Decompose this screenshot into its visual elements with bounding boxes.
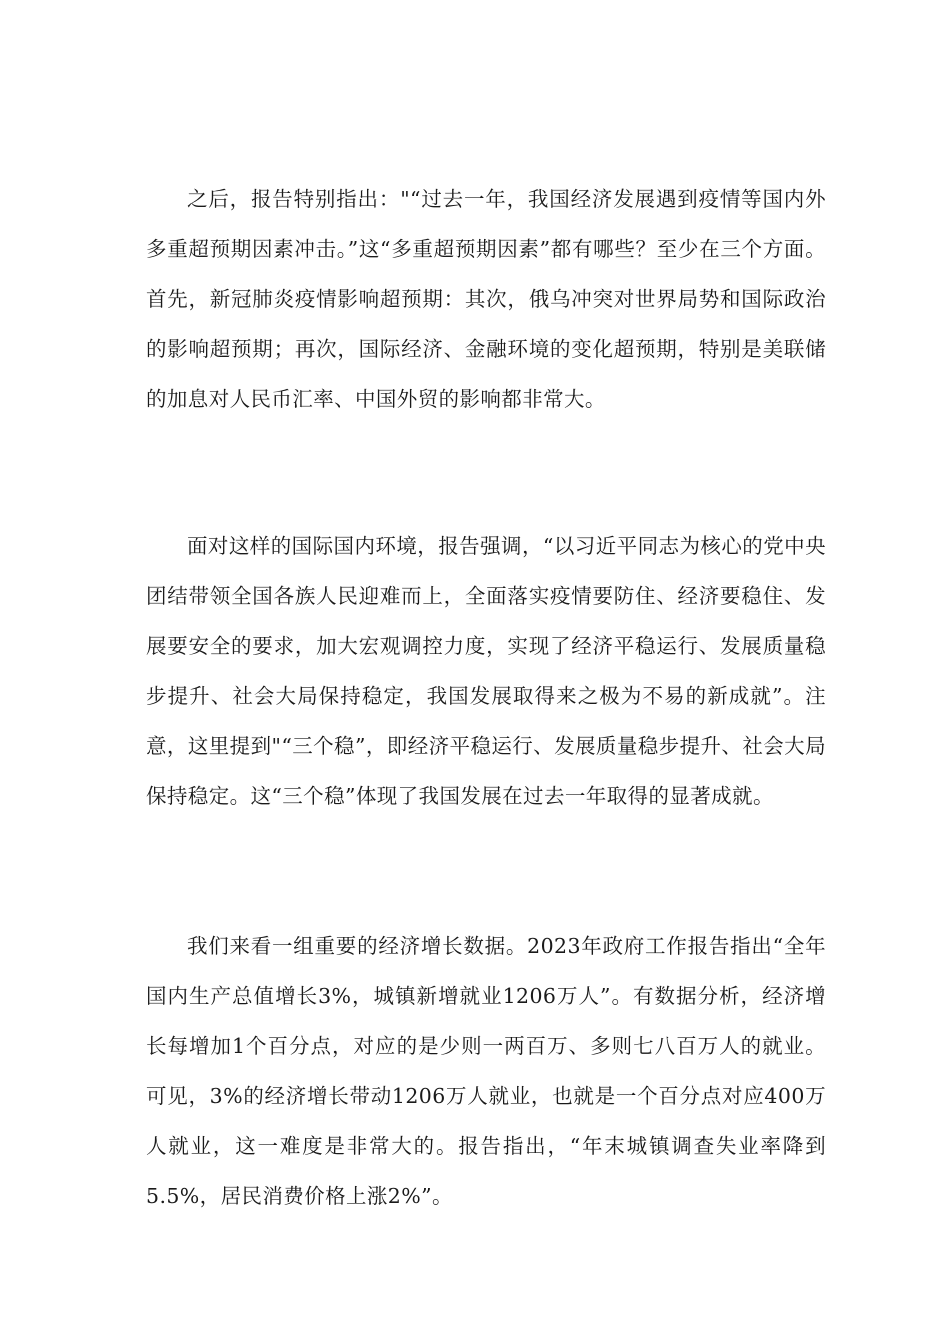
paragraph-growth-data: 我们来看一组重要的经济增长数据。2023年政府工作报告指出“全年国内生产总值增长3%，城镇新增就业1206万人”。有数据分析，经济增长每增加1个百分点，对应的是少则一两百万、多则七八百万人的就业。可见，3%的经济增长带动1206万人就业，也就是一个百分点对应400万人就业，这一难度是非常大的。报告指出，“年末城镇调查失业率降到5.5%，居民消费价格上涨2%”。 xyxy=(146,934,826,1208)
paragraph-three-stabilities: 面对这样的国际国内环境，报告强调，“以习近平同志为核心的党中央团结带领全国各族人民迎难而上，全面落实疫情要防住、经济要稳住、发展要安全的要求，加大宏观调控力度，实现了经济平稳运行、发展质量稳步提升、社会大局保持稳定，我国发展取得来之极为不易的新成就”。注意，这里提到"“三个稳”，即经济平稳运行、发展质量稳步提升、社会大局保持稳定。这“三个稳”体现了我国发展在过去一年取得的显著成就。 xyxy=(146,534,826,808)
paragraph-unexpected-factors: 之后，报告特别指出："“过去一年，我国经济发展遇到疫情等国内外多重超预期因素冲击。”这“多重超预期因素”都有哪些？至少在三个方面。首先，新冠肺炎疫情影响超预期：其次，俄乌冲突对世界局势和国际政治的影响超预期；再次，国际经济、金融环境的变化超预期，特别是美联储的加息对人民币汇率、中国外贸的影响都非常大。 xyxy=(146,187,826,411)
